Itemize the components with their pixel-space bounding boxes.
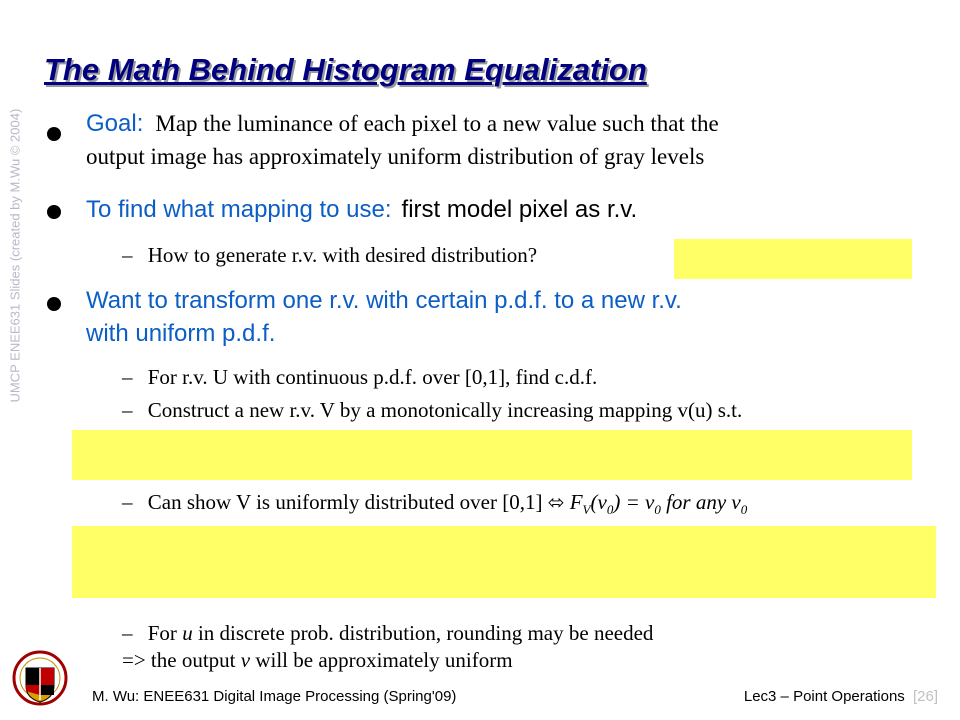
page-number: [26]: [912, 688, 938, 705]
bullet-dot: [47, 127, 61, 141]
sub-rv-generate: – How to generate r.v. with desired distribution?: [122, 243, 538, 267]
footer-left: M. Wu: ENEE631 Digital Image Processing (Spring'09): [92, 688, 457, 705]
transform-bullet-line1: Want to transform one r.v. with certain p.d.f. to a new r.v.: [86, 287, 682, 314]
goal-text-line1: Map the luminance of each pixel to a new value such that the: [155, 111, 719, 136]
highlight-box-answer: [674, 239, 912, 279]
highlight-box-proof: [72, 526, 936, 598]
goal-bullet: [86, 110, 719, 138]
sub-can-show: – Can show V is uniformly distributed over [0,1] ⬄ $F_V(v_0) = v_0$ for any $v_0$: [122, 490, 748, 518]
footer-right: Lec3 – Point Operations [26]: [743, 688, 938, 705]
sub-discrete-line1: – For u in discrete prob. distribution, rounding may be needed: [122, 621, 654, 645]
highlight-box-equation: [72, 430, 912, 480]
university-of-maryland-seal-icon: [12, 650, 68, 710]
dash: –: [122, 621, 133, 645]
dash: –: [122, 243, 133, 267]
goal-text-line2: output image has approximately uniform distribution of gray levels: [86, 144, 705, 169]
slide-title: The Math Behind Histogram Equalization: [44, 52, 647, 87]
mapping-bullet: [86, 196, 637, 224]
double-arrow-icon: ⬄: [547, 492, 565, 514]
vertical-watermark: UMCP ENEE631 Slides (created by M.Wu © 2004): [7, 108, 23, 403]
goal-label: Goal:: [86, 110, 144, 137]
sub-discrete-line2: => the output v will be approximately uniform: [122, 648, 513, 672]
dash: –: [122, 490, 133, 514]
mapping-label: To find what mapping to use:: [86, 196, 392, 223]
dash: –: [122, 365, 133, 389]
dash: –: [122, 398, 133, 422]
bullet-dot: [47, 297, 61, 311]
mapping-text: first model pixel as r.v.: [401, 196, 638, 223]
sub-continuous: – For r.v. U with continuous p.d.f. over [0,1], find c.d.f.: [122, 365, 598, 389]
transform-bullet-line2: with uniform p.d.f.: [86, 320, 276, 347]
bullet-dot: [47, 205, 61, 219]
sub-construct: – Construct a new r.v. V by a monotonically increasing mapping v(u) s.t.: [122, 398, 743, 422]
